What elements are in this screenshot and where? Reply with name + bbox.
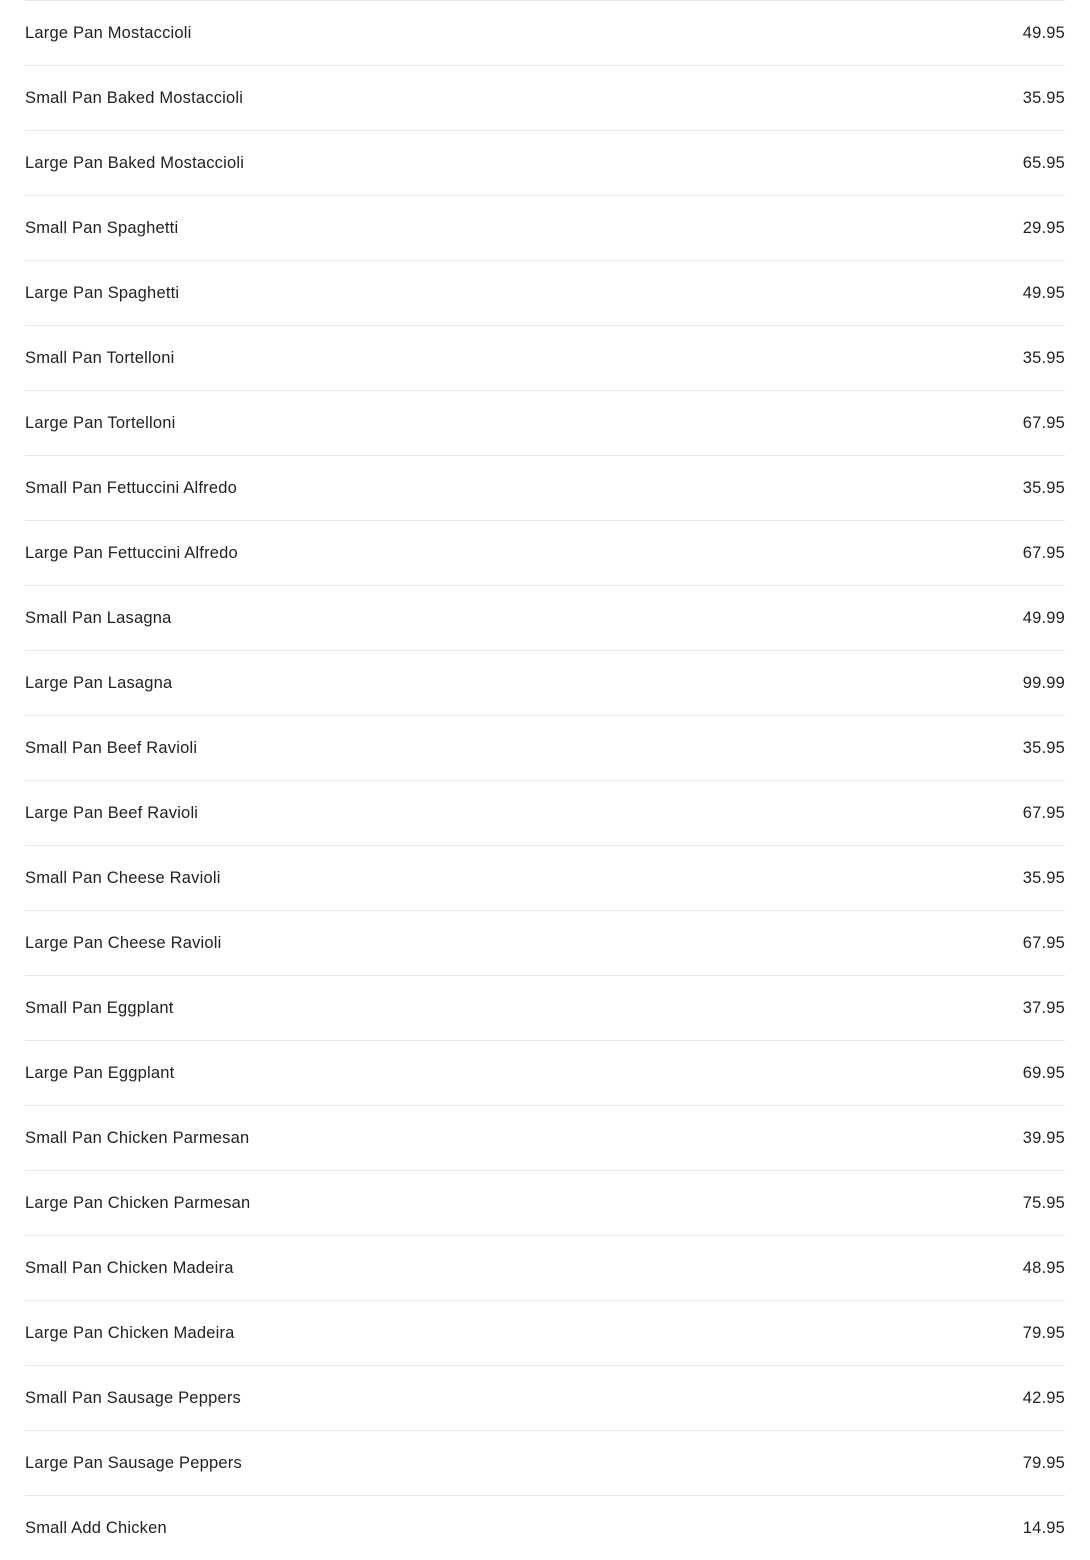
- menu-item: [25, 780, 1065, 845]
- menu-item-price: 67.95: [1022, 413, 1065, 432]
- menu-item-price: 35.95: [1022, 868, 1065, 887]
- menu-item-name: Large Pan Tortelloni: [25, 413, 176, 432]
- menu-item: [25, 650, 1065, 715]
- menu-item-price: 69.95: [1022, 1063, 1065, 1082]
- menu-item-name: Small Pan Beef Ravioli: [25, 738, 198, 757]
- menu-item-price: 35.95: [1022, 738, 1065, 757]
- menu-item-name: Large Pan Beef Ravioli: [25, 803, 199, 822]
- menu-item-name: Small Pan Fettuccini Alfredo: [25, 478, 237, 497]
- menu-item-name: Small Add Chicken: [25, 1518, 167, 1537]
- menu-item-price: 14.95: [1022, 1518, 1065, 1537]
- menu-item-price: 67.95: [1022, 803, 1065, 822]
- menu-item-name: Large Pan Baked Mostaccioli: [25, 153, 245, 172]
- menu-item-name: Small Pan Baked Mostaccioli: [25, 88, 244, 107]
- menu-item: [25, 910, 1065, 975]
- menu-item-price: 29.95: [1022, 218, 1065, 237]
- menu-item-price: 49.95: [1022, 23, 1065, 42]
- menu-item: [25, 1300, 1065, 1365]
- menu-item-name: Large Pan Lasagna: [25, 673, 173, 692]
- menu-item: [25, 455, 1065, 520]
- menu-item: [25, 975, 1065, 1040]
- menu-item-price: 37.95: [1022, 998, 1065, 1017]
- menu-item-name: Large Pan Eggplant: [25, 1063, 175, 1082]
- menu-item-name: Small Pan Cheese Ravioli: [25, 868, 221, 887]
- menu-item-price: 49.95: [1022, 283, 1065, 302]
- menu-item-name: Small Pan Sausage Peppers: [25, 1388, 241, 1407]
- catering-menu-list: [25, 0, 1065, 1560]
- menu-item: [25, 715, 1065, 780]
- menu-item: [25, 130, 1065, 195]
- menu-item-price: 35.95: [1022, 478, 1065, 497]
- menu-item-name: Large Pan Mostaccioli: [25, 23, 192, 42]
- menu-item-name: Large Pan Chicken Madeira: [25, 1323, 235, 1342]
- menu-item-price: 65.95: [1022, 153, 1065, 172]
- menu-item-name: Small Pan Chicken Parmesan: [25, 1128, 250, 1147]
- menu-item-price: 42.95: [1022, 1388, 1065, 1407]
- menu-item-price: 35.95: [1022, 348, 1065, 367]
- menu-item: [25, 845, 1065, 910]
- menu-item-name: Large Pan Spaghetti: [25, 283, 180, 302]
- menu-item-name: Large Pan Fettuccini Alfredo: [25, 543, 238, 562]
- menu-item-name: Large Pan Chicken Parmesan: [25, 1193, 251, 1212]
- menu-item-price: 79.95: [1022, 1453, 1065, 1472]
- menu-item-name: Small Pan Eggplant: [25, 998, 174, 1017]
- menu-item-price: 99.99: [1022, 673, 1065, 692]
- menu-item: [25, 1365, 1065, 1430]
- menu-item-name: Small Pan Tortelloni: [25, 348, 175, 367]
- menu-item: [25, 1235, 1065, 1300]
- menu-item: [25, 260, 1065, 325]
- menu-item: [25, 1170, 1065, 1235]
- menu-item: [25, 195, 1065, 260]
- menu-item-name: Large Pan Cheese Ravioli: [25, 933, 222, 952]
- menu-item: [25, 1430, 1065, 1495]
- menu-item: [25, 390, 1065, 455]
- menu-item: [25, 520, 1065, 585]
- menu-item-price: 67.95: [1022, 543, 1065, 562]
- menu-item: [25, 1495, 1065, 1560]
- menu-item-price: 67.95: [1022, 933, 1065, 952]
- menu-item-price: 49.99: [1022, 608, 1065, 627]
- menu-item-price: 39.95: [1022, 1128, 1065, 1147]
- menu-item: [25, 0, 1065, 65]
- menu-item-name: Small Pan Chicken Madeira: [25, 1258, 234, 1277]
- menu-item-name: Large Pan Sausage Peppers: [25, 1453, 242, 1472]
- menu-item: [25, 585, 1065, 650]
- menu-item-price: 48.95: [1022, 1258, 1065, 1277]
- menu-item: [25, 1105, 1065, 1170]
- menu-item-price: 35.95: [1022, 88, 1065, 107]
- menu-item-price: 75.95: [1022, 1193, 1065, 1212]
- menu-item-price: 79.95: [1022, 1323, 1065, 1342]
- menu-item-name: Small Pan Spaghetti: [25, 218, 179, 237]
- menu-item: [25, 325, 1065, 390]
- menu-item: [25, 65, 1065, 130]
- menu-item-name: Small Pan Lasagna: [25, 608, 172, 627]
- menu-item: [25, 1040, 1065, 1105]
